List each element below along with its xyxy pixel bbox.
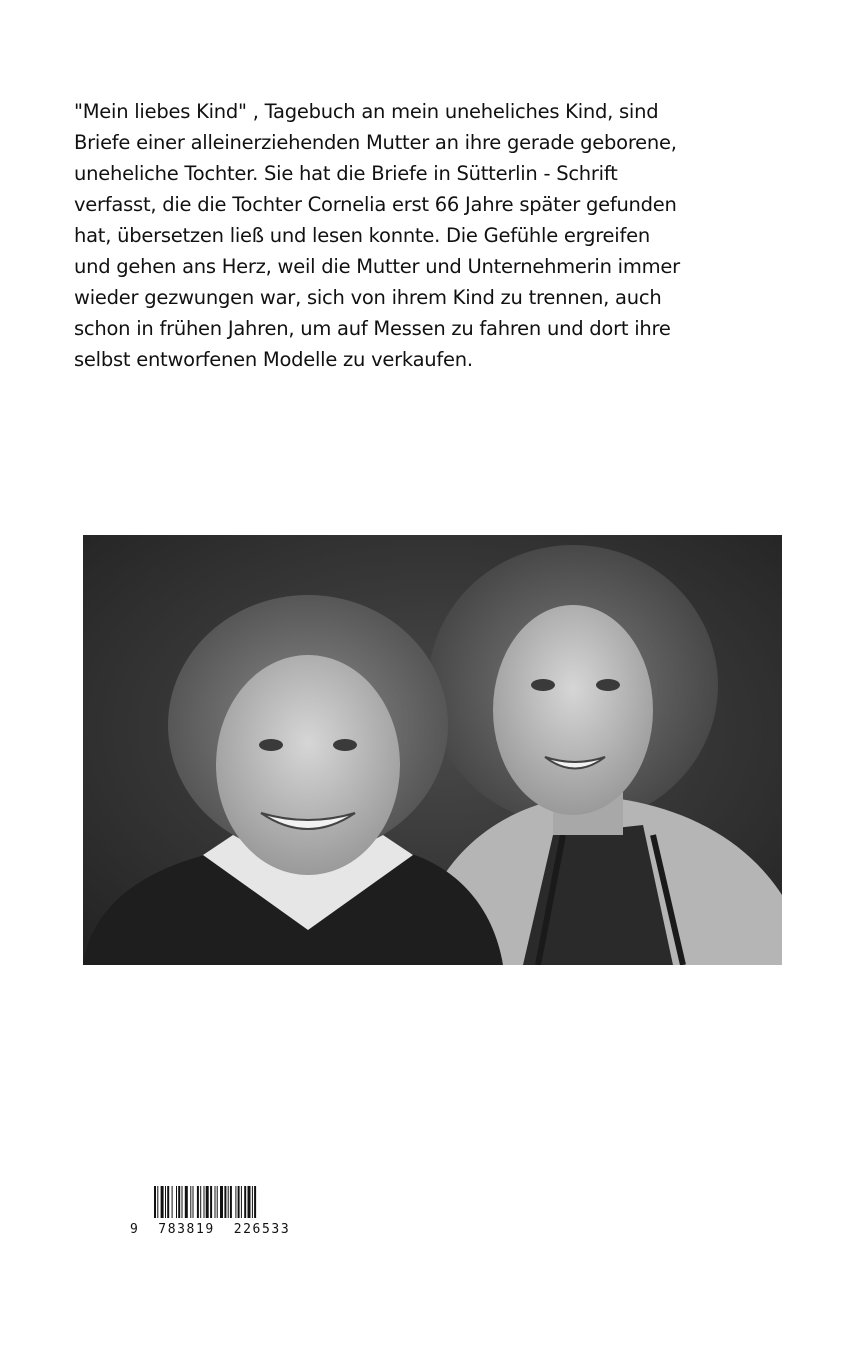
barcode-icon [154, 1186, 334, 1218]
barcode-bar [167, 1186, 169, 1218]
barcode-bar [190, 1186, 191, 1218]
barcode-bar [220, 1186, 223, 1218]
barcode-bar [172, 1186, 173, 1218]
barcode-bar [210, 1186, 212, 1218]
mother-daughter-photo [83, 535, 782, 965]
barcode-bar [228, 1186, 229, 1218]
barcode-bar [157, 1186, 158, 1218]
blurb-line: Briefe einer alleinerziehenden Mutter an ihre gerade geborene, [74, 131, 677, 154]
blurb-line: uneheliche Tochter. Sie hat die Briefe in Sütterlin - Schrift [74, 162, 618, 185]
barcode-bar [241, 1186, 242, 1218]
barcode-bar [235, 1186, 236, 1218]
barcode-bar [185, 1186, 188, 1218]
back-cover-blurb [74, 96, 774, 375]
blurb-line: "Mein liebes Kind" , Tagebuch an mein uneheliches Kind, sind [74, 100, 659, 123]
barcode-bar [161, 1186, 164, 1218]
isbn-number: 9 783819 226533 [130, 1222, 291, 1237]
isbn-barcode [130, 1186, 340, 1246]
barcode-bar [165, 1186, 166, 1218]
blurb-line: hat, übersetzen ließ und lesen konnte. Die Gefühle ergreifen [74, 224, 650, 247]
barcode-bar [224, 1186, 226, 1218]
barcode-bar [217, 1186, 218, 1218]
barcode-bar [230, 1186, 232, 1218]
barcode-bar [200, 1186, 201, 1218]
barcode-bar [244, 1186, 246, 1218]
blurb-line: wieder gezwungen war, sich von ihrem Kind zu trennen, auch [74, 286, 662, 309]
blurb-line: und gehen ans Herz, weil die Mutter und Unternehmerin immer [74, 255, 680, 278]
blurb-line: schon in frühen Jahren, um auf Messen zu fahren und dort ihre [74, 317, 671, 340]
blurb-line: verfasst, die die Tochter Cornelia erst 66 Jahre später gefunden [74, 193, 677, 216]
barcode-bar [182, 1186, 183, 1218]
barcode-bar [204, 1186, 205, 1218]
portrait-photo-icon [83, 535, 782, 965]
barcode-bar [248, 1186, 251, 1218]
barcode-bar [215, 1186, 216, 1218]
barcode-bar [254, 1186, 256, 1218]
barcode-bar [176, 1186, 177, 1218]
barcode-bar [206, 1186, 209, 1218]
barcode-bar [238, 1186, 240, 1218]
barcode-bar [197, 1186, 199, 1218]
blurb-line: selbst entworfenen Modelle zu verkaufen. [74, 348, 473, 371]
barcode-bar [193, 1186, 194, 1218]
barcode-bar [178, 1186, 180, 1218]
barcode-bar [252, 1186, 253, 1218]
barcode-bar [154, 1186, 156, 1218]
